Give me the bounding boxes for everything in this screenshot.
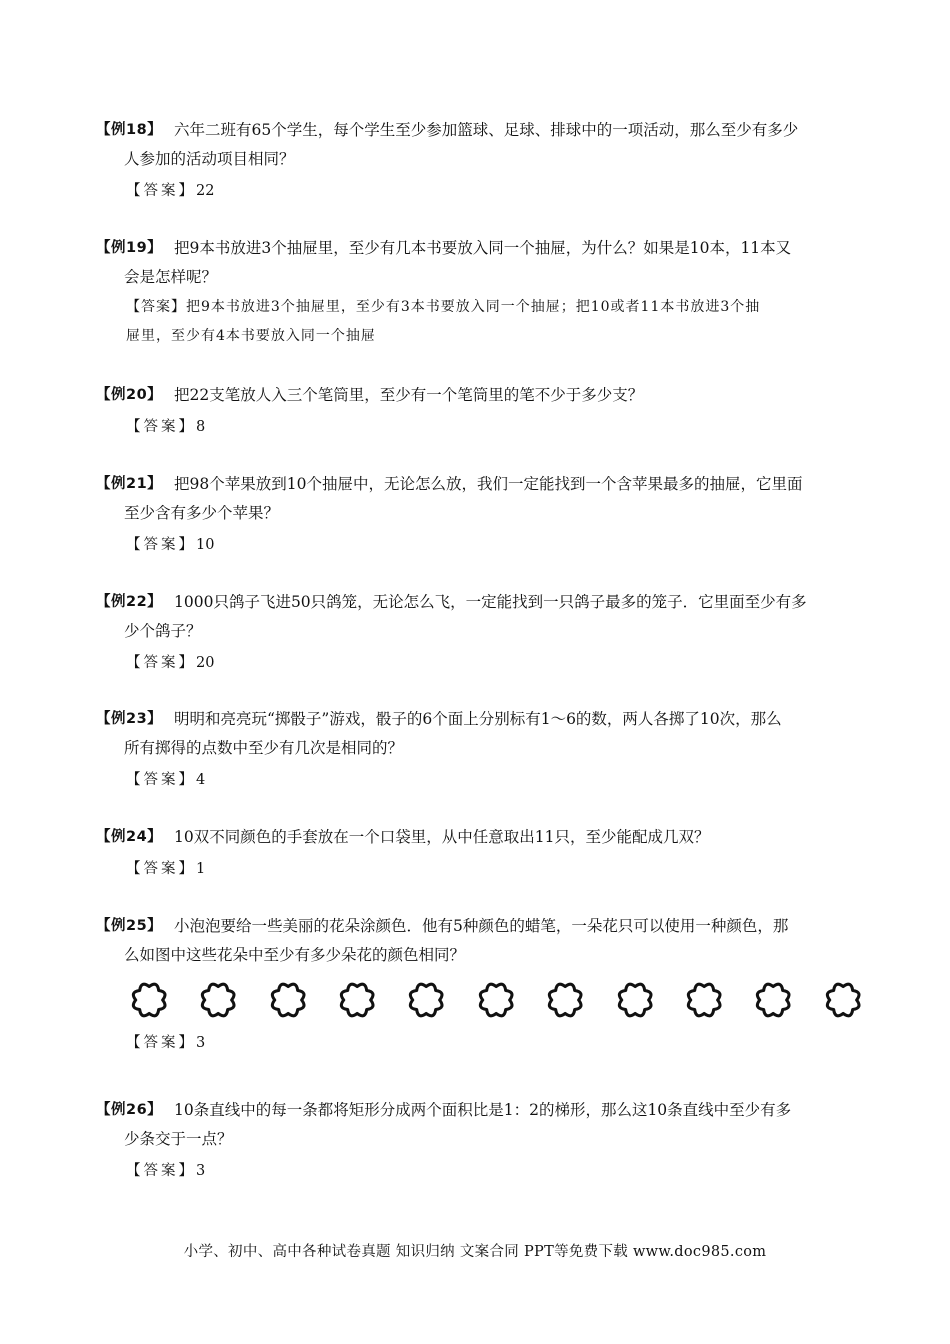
flower-outline [203, 984, 235, 1016]
answer [126, 854, 866, 884]
answer-value: 4 [196, 772, 206, 788]
question-line: 把9本书放进3个抽屉里，至少有几本书要放入同一个抽屉，为什么？如果是10本，11本又 [174, 239, 792, 257]
flower-icon [403, 976, 449, 1024]
flower-outline [272, 984, 304, 1016]
answer-tag: 【答案】 [126, 419, 196, 435]
question-line: 1000只鸽子飞进50只鸽笼，无论怎么飞，一定能找到一只鸽子最多的笼子．它里面至少有多 [174, 593, 807, 611]
problem-label: 【例23】 [96, 711, 163, 727]
flower-outline [411, 984, 443, 1016]
problem-20 [96, 381, 866, 442]
answer-tag: 【答案】 [126, 299, 186, 315]
answer-tag: 【答案】 [126, 861, 196, 877]
question-line: 把22支笔放人入三个笔筒里，至少有一个笔筒里的笔不少于多少支？ [174, 386, 644, 404]
question-line: 小泡泡要给一些美丽的花朵涂颜色．他有5种颜色的蜡笔，一朵花只可以使用一种颜色，那 [174, 917, 789, 935]
problem-label: 【例25】 [96, 918, 163, 934]
answer-value: 3 [196, 1163, 206, 1179]
question-line: 把98个苹果放到10个抽屉中，无论怎么放，我们一定能找到一个含苹果最多的抽屉，它里面 [174, 475, 803, 493]
question-line: 至少含有多少个苹果？ [124, 504, 280, 522]
flower-icon [820, 976, 866, 1024]
problem-21 [96, 470, 866, 560]
question-line: 么如图中这些花朵中至少有多少朵花的颜色相同？ [124, 946, 466, 964]
answer-tag: 【答案】 [126, 655, 196, 671]
answer [126, 530, 866, 560]
answer-line: 把9本书放进3个抽屉里，至少有3本书要放入同一个抽屉；把10或者11本书放进3个抽 [186, 299, 761, 315]
question-line: 人参加的活动项目相同？ [124, 150, 295, 168]
question-line: 六年二班有65个学生，每个学生至少参加篮球、足球、排球中的一项活动，那么至少有多少 [174, 121, 799, 139]
problem-23 [96, 705, 866, 795]
answer-value: 1 [196, 861, 206, 877]
flower-outline [827, 984, 859, 1016]
answer [126, 1156, 866, 1186]
answer-value: 10 [196, 537, 215, 553]
flower-outline [550, 984, 582, 1016]
problem-25 [96, 912, 866, 1058]
problem-label: 【例22】 [96, 594, 163, 610]
flower-outline [758, 984, 790, 1016]
answer-line: 屉里，至少有4本书要放入同一个抽屉 [126, 328, 376, 344]
problem-24 [96, 823, 866, 884]
flower-icon [126, 976, 172, 1024]
answer-value: 3 [196, 1035, 206, 1051]
flower-outline [133, 984, 165, 1016]
answer [126, 648, 866, 678]
flower-outline [341, 984, 373, 1016]
question-line: 10条直线中的每一条都将矩形分成两个面积比是1：2的梯形，那么这10条直线中至少有多 [174, 1101, 792, 1119]
answer-tag: 【答案】 [126, 537, 196, 553]
answer [126, 765, 866, 795]
flower-outline [480, 984, 512, 1016]
problem-label: 【例20】 [96, 387, 163, 403]
problem-19 [96, 234, 866, 351]
answer-value: 8 [196, 419, 206, 435]
problem-18 [96, 116, 866, 206]
answer-tag: 【答案】 [126, 772, 196, 788]
question-line: 少个鸽子？ [124, 622, 202, 640]
problem-label: 【例18】 [96, 122, 163, 138]
answer-value: 20 [196, 655, 215, 671]
problem-26 [96, 1096, 866, 1186]
flower-icon [334, 976, 380, 1024]
problem-22 [96, 588, 866, 678]
answer-value: 22 [196, 183, 215, 199]
flower-outline [619, 984, 651, 1016]
answer [126, 176, 866, 206]
question-line: 所有掷得的点数中至少有几次是相同的？ [124, 739, 404, 757]
page-footer: 小学、初中、高中各种试卷真题 知识归纳 文案合同 PPT等免费下载 www.doc985.com [183, 1244, 767, 1260]
problem-label: 【例19】 [96, 240, 163, 256]
problem-label: 【例26】 [96, 1102, 163, 1118]
flower-icon [542, 976, 588, 1024]
flower-icon [265, 976, 311, 1024]
answer [126, 412, 866, 442]
answer-tag: 【答案】 [126, 1163, 196, 1179]
answer-tag: 【答案】 [126, 1035, 196, 1051]
question-line: 少条交于一点？ [124, 1130, 233, 1148]
flower-icon [681, 976, 727, 1024]
answer [126, 292, 866, 322]
problem-label: 【例21】 [96, 476, 163, 492]
flower-row [126, 976, 866, 1024]
flower-icon [612, 976, 658, 1024]
flower-icon [195, 976, 241, 1024]
answer [126, 1028, 866, 1058]
question-line: 10双不同颜色的手套放在一个口袋里，从中任意取出11只，至少能配成几双？ [174, 828, 710, 846]
problem-label: 【例24】 [96, 829, 163, 845]
flower-icon [473, 976, 519, 1024]
flower-icon [750, 976, 796, 1024]
question-line: 明明和亮亮玩“掷骰子”游戏，骰子的6个面上分别标有1～6的数，两人各掷了10次，那么 [174, 710, 782, 728]
flower-outline [688, 984, 720, 1016]
question-line: 会是怎样呢？ [124, 268, 218, 286]
answer-tag: 【答案】 [126, 183, 196, 199]
